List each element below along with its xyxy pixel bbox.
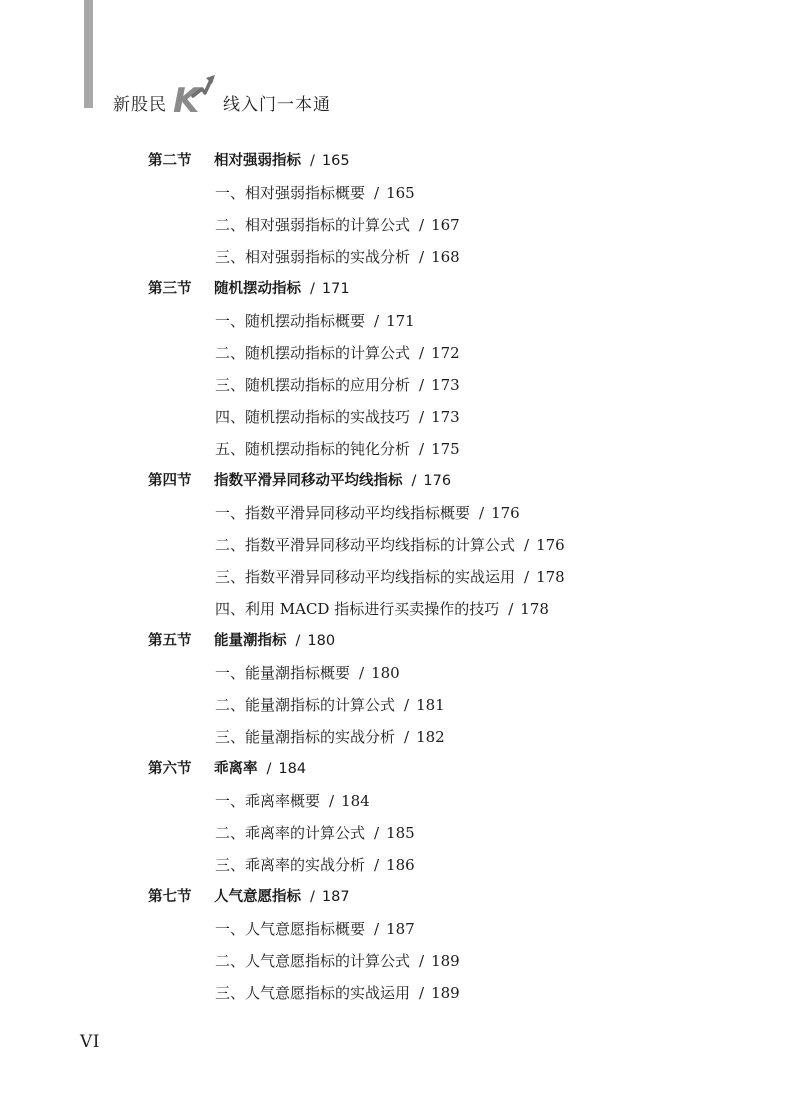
toc-title: 一、能量潮指标概要: [215, 664, 351, 682]
running-header: [113, 72, 331, 118]
toc-page-number: 167: [431, 216, 460, 234]
toc-page-number: 187: [386, 920, 415, 938]
toc-separator: /: [419, 344, 425, 362]
toc-separator: /: [374, 920, 380, 938]
toc-title: 五、随机摆动指标的钝化分析: [215, 440, 411, 458]
toc-page-number: 171: [321, 281, 350, 297]
decorative-side-bar: [84, 0, 93, 108]
toc-entry[interactable]: [215, 401, 460, 433]
toc-separator: /: [508, 600, 514, 618]
toc-separator: /: [310, 281, 315, 297]
toc-page-number: 180: [307, 633, 336, 649]
toc-separator: /: [419, 952, 425, 970]
toc-entry[interactable]: [215, 241, 460, 273]
toc-title: 三、随机摆动指标的应用分析: [215, 376, 411, 394]
logo-letter: K: [173, 81, 200, 118]
toc-title: 三、指数平滑异同移动平均线指标的实战运用: [215, 568, 516, 586]
toc-title: 一、随机摆动指标概要: [215, 312, 366, 330]
toc-page-number: 184: [278, 761, 307, 777]
toc-page-number: 173: [431, 408, 460, 426]
toc-separator: /: [419, 440, 425, 458]
toc-page-number: 186: [386, 856, 415, 874]
toc-page-number: 168: [431, 248, 460, 266]
toc-entry[interactable]: [215, 785, 370, 817]
toc-separator: /: [419, 376, 425, 394]
toc-title: 三、相对强弱指标的实战分析: [215, 248, 411, 266]
section-number: 第五节: [148, 633, 192, 649]
toc-entry[interactable]: [215, 977, 460, 1009]
toc-separator: /: [310, 153, 315, 169]
toc-entry[interactable]: [215, 529, 565, 561]
toc-section-heading[interactable]: [148, 465, 451, 497]
k-logo-icon: [171, 72, 217, 118]
toc-title: 四、利用 MACD 指标进行买卖操作的技巧: [215, 600, 500, 618]
toc-entry[interactable]: [215, 849, 415, 881]
toc-separator: /: [374, 856, 380, 874]
toc-page-number: 182: [416, 728, 445, 746]
toc-title: 四、随机摆动指标的实战技巧: [215, 408, 411, 426]
toc-title: 人气意愿指标: [214, 889, 301, 905]
toc-page-number: 171: [386, 312, 415, 330]
toc-page-number: 176: [491, 504, 520, 522]
toc-title: 二、相对强弱指标的计算公式: [215, 216, 411, 234]
toc-section-heading[interactable]: [148, 753, 306, 785]
toc-section-heading[interactable]: [148, 881, 350, 913]
toc-entry[interactable]: [215, 369, 460, 401]
toc-page-number: 172: [431, 344, 460, 362]
header-title-after: 线入门一本通: [223, 95, 331, 115]
section-number: 第六节: [148, 761, 192, 777]
toc-separator: /: [524, 568, 530, 586]
toc-title: 能量潮指标: [214, 633, 287, 649]
toc-entry[interactable]: [215, 689, 445, 721]
toc-entry[interactable]: [215, 305, 415, 337]
toc-separator: /: [524, 536, 530, 554]
page-number: VI: [80, 1032, 100, 1052]
toc-title: 二、指数平滑异同移动平均线指标的计算公式: [215, 536, 516, 554]
toc-title: 三、能量潮指标的实战分析: [215, 728, 396, 746]
toc-page-number: 180: [371, 664, 400, 682]
toc-page-number: 187: [321, 889, 350, 905]
toc-separator: /: [479, 504, 485, 522]
toc-separator: /: [266, 761, 272, 777]
toc-page-number: 176: [536, 536, 565, 554]
toc-page-number: 178: [536, 568, 565, 586]
toc-separator: /: [295, 633, 301, 649]
toc-title: 一、相对强弱指标概要: [215, 184, 366, 202]
toc-separator: /: [419, 984, 425, 1002]
toc-entry[interactable]: [215, 657, 400, 689]
toc-entry[interactable]: [215, 721, 445, 753]
toc-page-number: 184: [341, 792, 370, 810]
toc-title: 随机摆动指标: [214, 281, 301, 297]
section-number: 第二节: [148, 153, 192, 169]
toc-page-number: 176: [423, 473, 452, 489]
toc-page-number: 181: [416, 696, 445, 714]
toc-entry[interactable]: [215, 177, 415, 209]
toc-separator: /: [419, 408, 425, 426]
toc-separator: /: [374, 312, 380, 330]
toc-title: 二、能量潮指标的计算公式: [215, 696, 396, 714]
toc-separator: /: [411, 473, 417, 489]
toc-separator: /: [329, 792, 335, 810]
toc-separator: /: [404, 696, 410, 714]
toc-section-heading[interactable]: [148, 273, 350, 305]
toc-title: 二、人气意愿指标的计算公式: [215, 952, 411, 970]
toc-separator: /: [419, 248, 425, 266]
toc-entry[interactable]: [215, 561, 565, 593]
toc-separator: /: [310, 889, 315, 905]
toc-separator: /: [359, 664, 365, 682]
toc-separator: /: [419, 216, 425, 234]
toc-title: 乖离率: [214, 761, 258, 777]
toc-page-number: 189: [431, 952, 460, 970]
toc-title: 三、人气意愿指标的实战运用: [215, 984, 411, 1002]
toc-entry[interactable]: [215, 593, 549, 625]
toc-title: 一、乖离率概要: [215, 792, 321, 810]
section-number: 第七节: [148, 889, 192, 905]
toc-title: 指数平滑异同移动平均线指标: [214, 473, 403, 489]
toc-page-number: 185: [386, 824, 415, 842]
toc-entry[interactable]: [215, 913, 415, 945]
toc-page-number: 189: [431, 984, 460, 1002]
toc-page-number: 165: [321, 153, 350, 169]
section-number: 第三节: [148, 281, 192, 297]
toc-separator: /: [404, 728, 410, 746]
toc-title: 一、指数平滑异同移动平均线指标概要: [215, 504, 471, 522]
toc-entry[interactable]: [215, 209, 460, 241]
toc-separator: /: [374, 824, 380, 842]
toc-page-number: 173: [431, 376, 460, 394]
toc-separator: /: [374, 184, 380, 202]
toc-title: 相对强弱指标: [214, 153, 301, 169]
toc-entry[interactable]: [215, 817, 415, 849]
header-title-before: 新股民: [113, 95, 167, 115]
toc-page-number: 178: [520, 600, 549, 618]
toc-page-number: 165: [386, 184, 415, 202]
toc-page-number: 175: [431, 440, 460, 458]
toc-title: 二、随机摆动指标的计算公式: [215, 344, 411, 362]
toc-entry[interactable]: [215, 337, 460, 369]
section-number: 第四节: [148, 473, 192, 489]
toc-entry[interactable]: [215, 433, 460, 465]
toc-section-heading[interactable]: [148, 145, 350, 177]
toc-entry[interactable]: [215, 945, 460, 977]
toc-entry[interactable]: [215, 497, 520, 529]
toc-section-heading[interactable]: [148, 625, 335, 657]
toc-title: 二、乖离率的计算公式: [215, 824, 366, 842]
toc-title: 三、乖离率的实战分析: [215, 856, 366, 874]
toc-title: 一、人气意愿指标概要: [215, 920, 366, 938]
